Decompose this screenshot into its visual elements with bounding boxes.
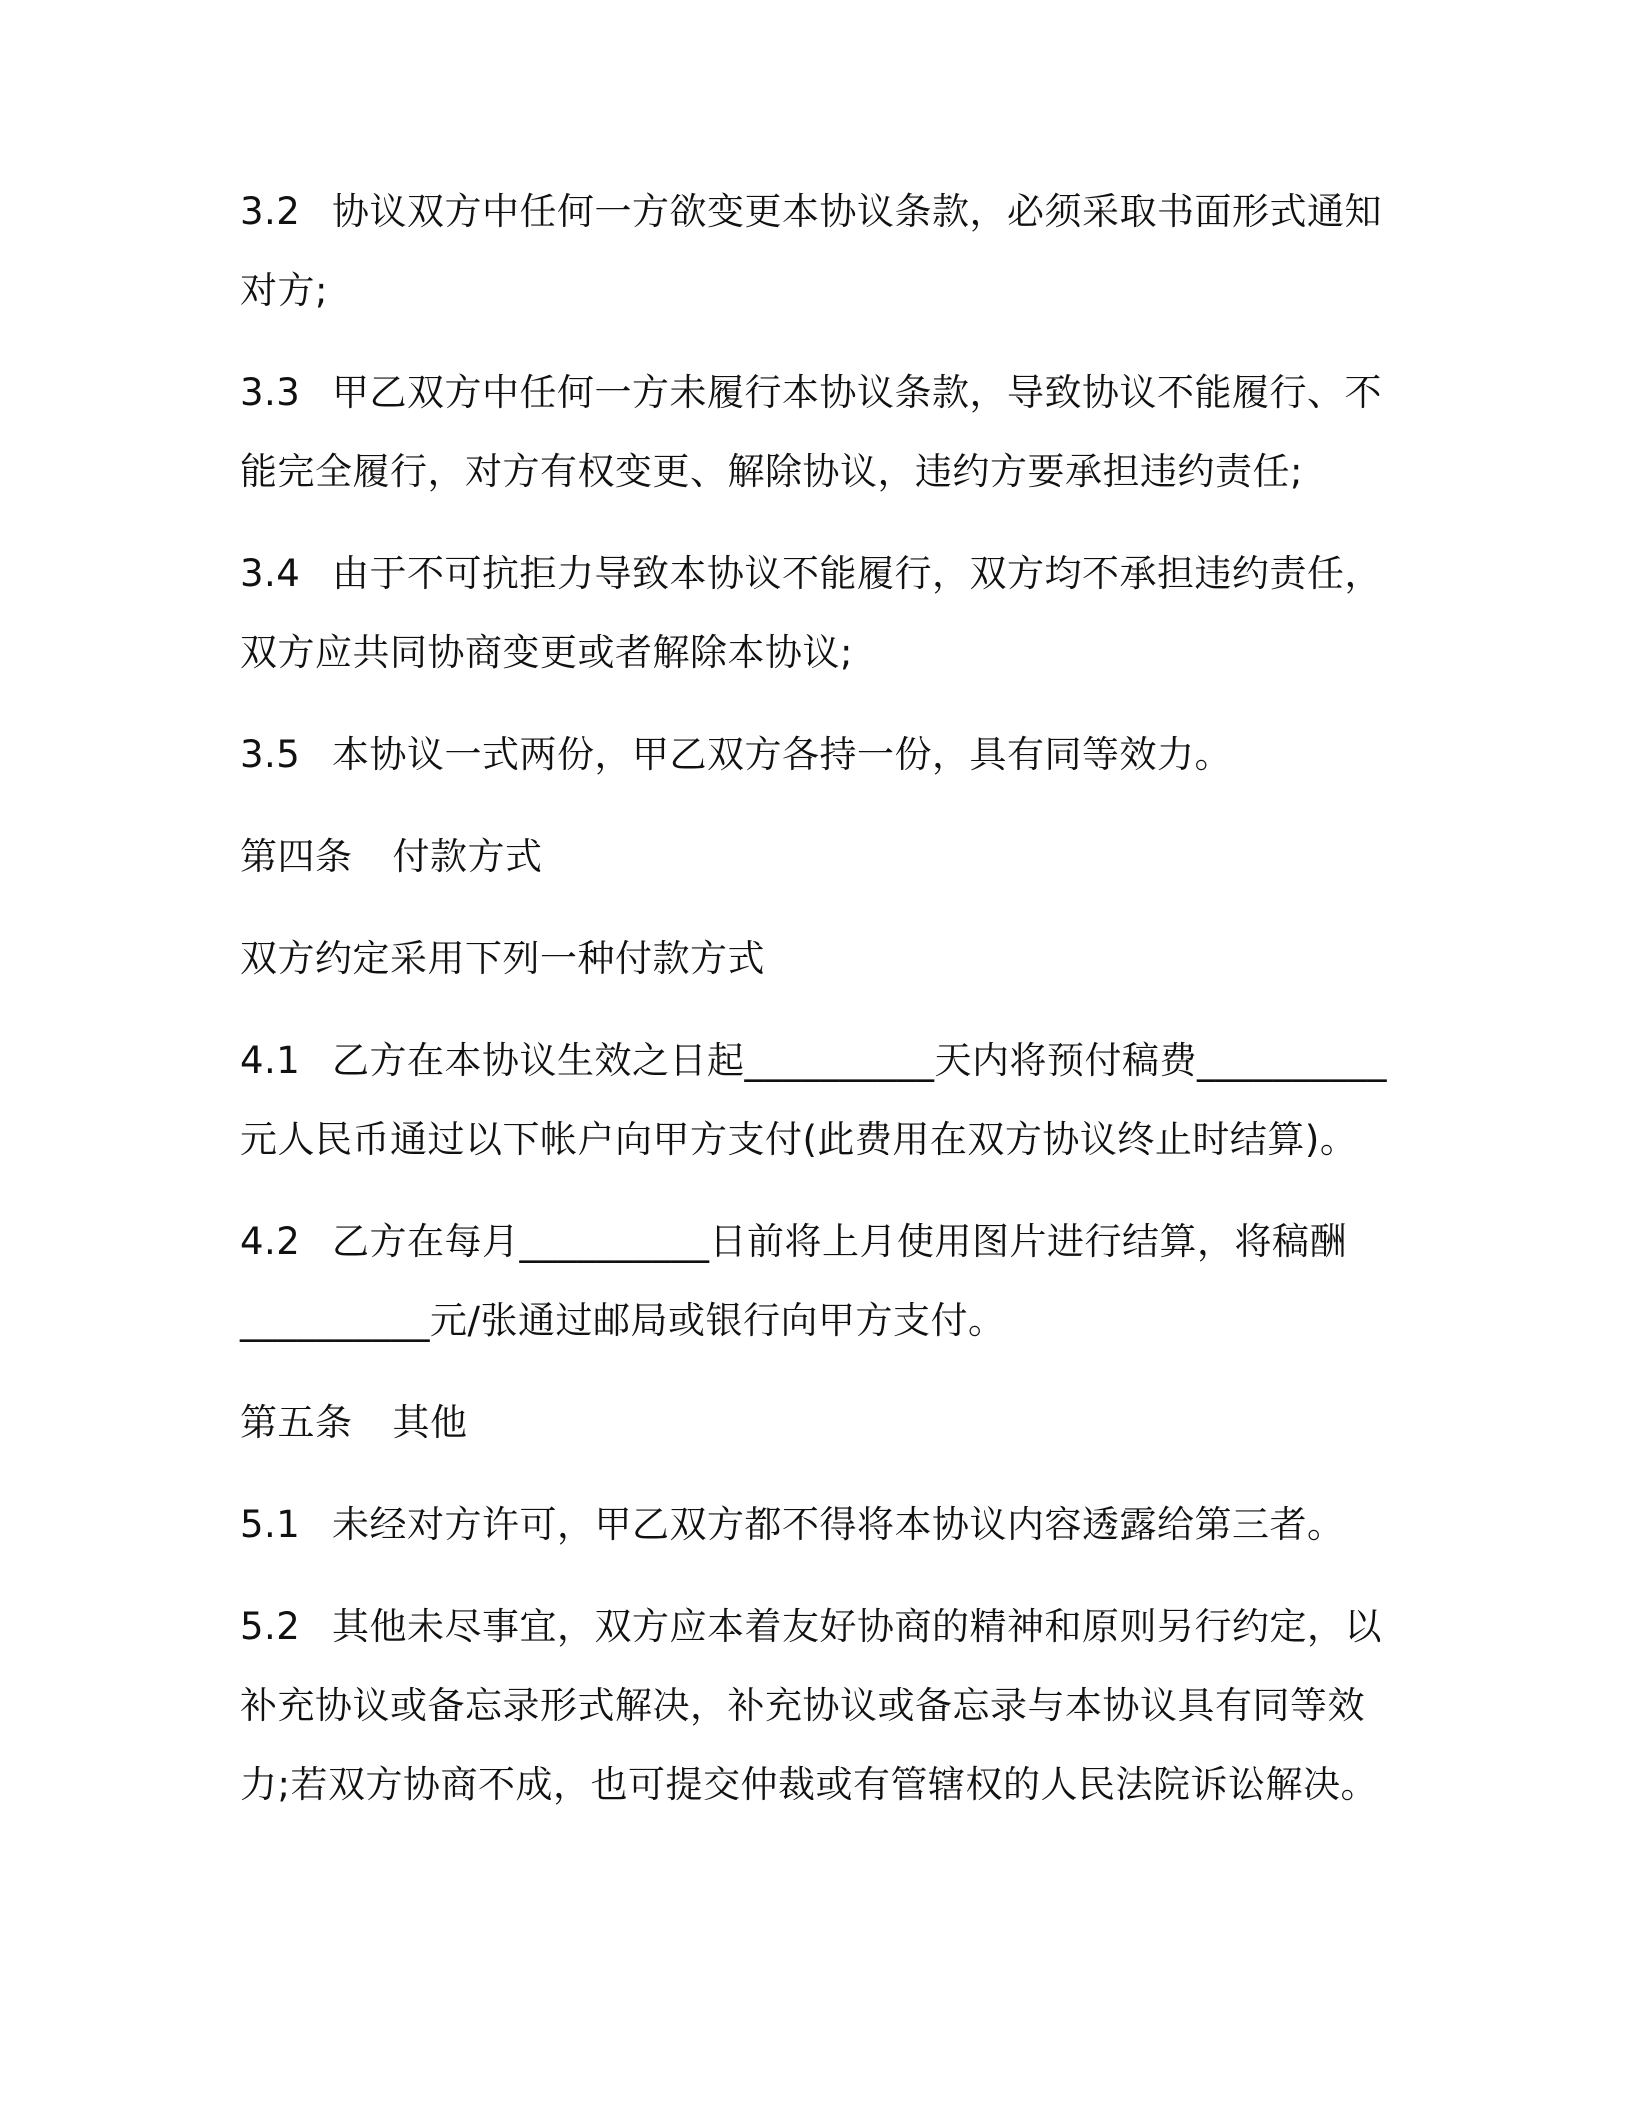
clause-text: 甲乙双方中任何一方未履行本协议条款，导致协议不能履行、不: [332, 371, 1382, 414]
clause-number: 4.1: [240, 1039, 301, 1082]
clause-text: 本协议一式两份，甲乙双方各持一份，具有同等效力。: [332, 733, 1232, 776]
clause-number: 3.2: [240, 190, 301, 233]
article-title: 其他: [392, 1401, 468, 1444]
clause-text: __________元/张通过邮局或银行向甲方支付。: [240, 1299, 1006, 1342]
clause-text: 元人民币通过以下帐户向甲方支付(此费用在双方协议终止时结算)。: [240, 1118, 1358, 1161]
clause-3-3-line-2: [240, 450, 1303, 494]
clause-number: 4.2: [240, 1220, 301, 1263]
clause-text: 力;若双方协商不成，也可提交仲裁或有管辖权的人民法院诉讼解决。: [240, 1763, 1378, 1806]
clause-text: 由于不可抗拒力导致本协议不能履行，双方均不承担违约责任，: [332, 552, 1382, 595]
clause-number: 5.2: [240, 1605, 301, 1648]
clause-text: 其他未尽事宜，双方应本着友好协商的精神和原则另行约定，以: [332, 1605, 1382, 1648]
clause-3-4-line-1: [240, 552, 1382, 596]
article-5-heading: [240, 1401, 468, 1445]
clause-text: 乙方在每月__________日前将上月使用图片进行结算，将稿酬: [332, 1220, 1347, 1263]
clause-4-2-line-2: [240, 1299, 1005, 1343]
clause-text: 双方应共同协商变更或者解除本协议;: [240, 631, 853, 674]
clause-3-3-line-1: [240, 371, 1382, 415]
clause-text: 未经对方许可，甲乙双方都不得将本协议内容透露给第三者。: [332, 1503, 1345, 1546]
clause-text: 对方;: [240, 269, 328, 312]
article-4-heading: [240, 835, 543, 879]
article-label: 第四条: [240, 835, 353, 878]
article-title: 付款方式: [392, 835, 543, 878]
clause-5-2-line-3: [240, 1763, 1378, 1807]
article-4-intro: [240, 937, 765, 981]
clause-number: 3.4: [240, 552, 301, 595]
clause-3-5-line-1: [240, 733, 1232, 777]
intro-text: 双方约定采用下列一种付款方式: [240, 937, 765, 980]
clause-text: 协议双方中任何一方欲变更本协议条款，必须采取书面形式通知: [332, 190, 1382, 233]
clause-text: 乙方在本协议生效之日起__________天内将预付稿费__________: [332, 1039, 1387, 1082]
clause-5-1-line-1: [240, 1503, 1345, 1547]
clause-4-2-line-1: [240, 1220, 1347, 1264]
article-label: 第五条: [240, 1401, 353, 1444]
clause-3-4-line-2: [240, 631, 853, 675]
clause-text: 补充协议或备忘录形式解决，补充协议或备忘录与本协议具有同等效: [240, 1684, 1365, 1727]
clause-number: 3.5: [240, 733, 301, 776]
clause-4-1-line-2: [240, 1118, 1357, 1162]
clause-4-1-line-1: [240, 1039, 1387, 1083]
clause-5-2-line-2: [240, 1684, 1365, 1728]
clause-5-2-line-1: [240, 1605, 1382, 1649]
clause-number: 3.3: [240, 371, 301, 414]
clause-number: 5.1: [240, 1503, 301, 1546]
clause-text: 能完全履行，对方有权变更、解除协议，违约方要承担违约责任;: [240, 450, 1303, 493]
clause-3-2-line-2: [240, 269, 328, 313]
clause-3-2-line-1: [240, 190, 1382, 234]
